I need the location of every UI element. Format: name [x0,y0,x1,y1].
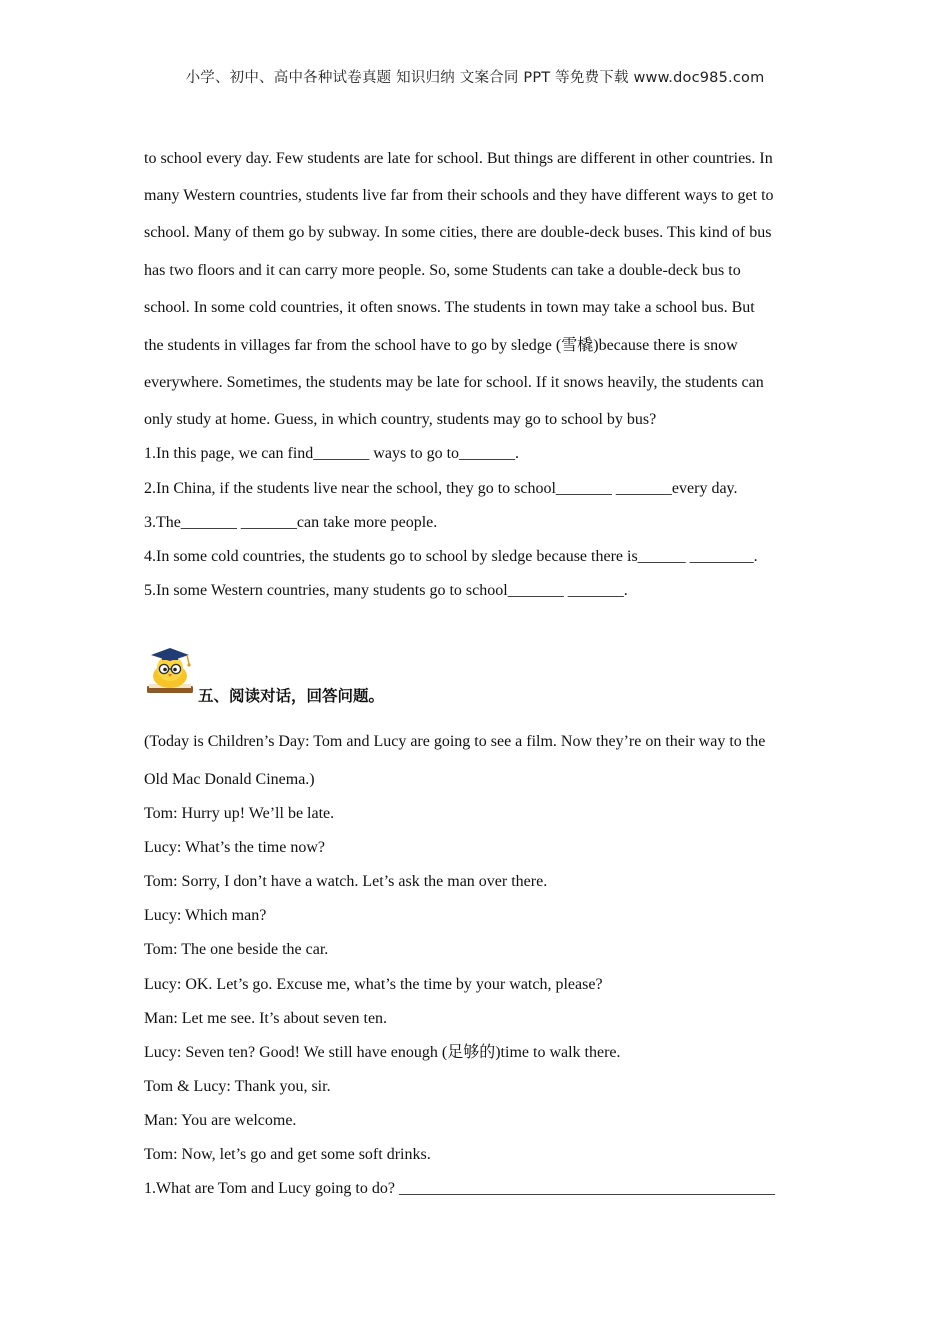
dialogue-intro: Old Mac Donald Cinema.) [144,771,315,788]
passage-line: to school every day. Few students are late for school. But things are different in other countries. In [144,150,773,167]
section-title: 五、阅读对话，回答问题。 [198,687,385,705]
dialogue-line: Man: You are welcome. [144,1112,297,1129]
question-item: 4.In some cold countries, the students go to school by sledge because there is______ ________. [144,548,758,565]
question-item: 1.In this page, we can find_______ ways to go to_______. [144,445,520,462]
passage-line: everywhere. Sometimes, the students may be late for school. If it snows heavily, the students can [144,374,764,391]
dialogue-line: Tom: Hurry up! We’ll be late. [144,805,335,822]
dialogue-line: Tom: Sorry, I don’t have a watch. Let’s ask the man over there. [144,873,548,890]
question-item: 1.What are Tom and Lucy going to do? _______________________________________________ [144,1180,775,1197]
question-item: 2.In China, if the students live near the school, they go to school_______ _______every day. [144,480,738,497]
passage-line: school. Many of them go by subway. In some cities, there are double-deck buses. This kind of bus [144,224,772,241]
dialogue-line: Lucy: Which man? [144,907,267,924]
passage-line: many Western countries, students live far from their schools and they have different ways to get to [144,187,774,204]
question-item: 5.In some Western countries, many students go to school_______ _______. [144,582,628,599]
dialogue-line: Tom & Lucy: Thank you, sir. [144,1078,331,1095]
graduate-owl-icon [143,644,197,698]
dialogue-line: Tom: Now, let’s go and get some soft drinks. [144,1146,431,1163]
passage-line: school. In some cold countries, it often snows. The students in town may take a school bus. But [144,299,755,316]
question-item: 3.The_______ _______can take more people. [144,514,438,531]
dialogue-line: Tom: The one beside the car. [144,941,329,958]
dialogue-line: Lucy: OK. Let’s go. Excuse me, what’s the time by your watch, please? [144,976,603,993]
passage-line: the students in villages far from the school have to go by sledge (雪橇)because there is snow [144,337,738,354]
dialogue-line: Lucy: Seven ten? Good! We still have enough (足够的)time to walk there. [144,1044,621,1061]
passage-line: only study at home. Guess, in which country, students may go to school by bus? [144,411,657,428]
dialogue-line: Man: Let me see. It’s about seven ten. [144,1010,388,1027]
page-header: 小学、初中、高中各种试卷真题 知识归纳 文案合同 PPT 等免费下载 www.doc985.com [185,70,765,86]
passage-line: has two floors and it can carry more people. So, some Students can take a double-deck bus to [144,262,741,279]
dialogue-intro: (Today is Children’s Day: Tom and Lucy are going to see a film. Now they’re on their way to the [144,733,766,750]
dialogue-line: Lucy: What’s the time now? [144,839,325,856]
